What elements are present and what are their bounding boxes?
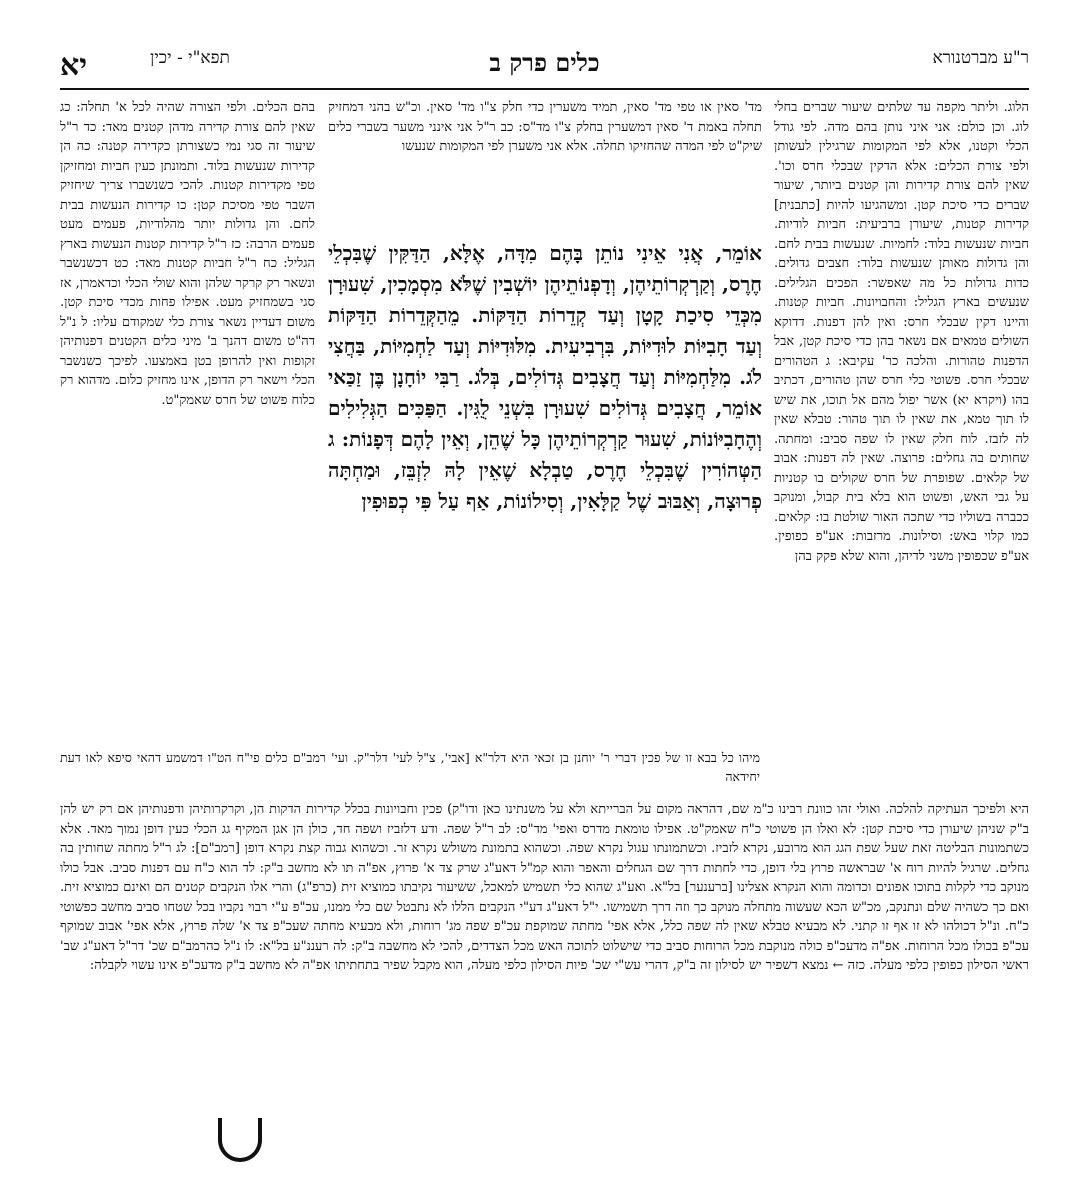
page-title: כלים פרק ב: [489, 48, 600, 77]
commentary-right-column: הלוג. וליתר מקפה עד שלתים שיעור שברים בחלי לוג. וכן כולם: אני איני נותן בהם מדה. לפי גודל הכלי וקטנו, אלא לפי המקומות שרגילין לעשותן ולפי צורת הכלים: אלא הדקין שבכלי חרס וכו'. שאין להם צורת קדירות והן קטנים ביותר, שיעור שברים כדי סיכת קטן. ומשהגיעו להיות [כתבנית] קדירות קטנות, שיעורן ברביעית: חביות לודיות. חביות שנעשות בלוד: לחמיות. שנעשות בבית לחם. והן גדולות מאותן שנעשות בלוד: חצבים גדולים. כדות גדולות כל מה שאפשר: הפכים הגלילים. שנעשים בארץ הגליל: והחבויונות. חביות קטנות. והיינו דקין שבכלי חרס: ואין להן דפנות. דדוקא השולים טמאים אם נשאר בהן כדי סיכת קטן, אבל הדפנות טהורות. והלכה כר' עקיבא: ג הטהורים שבכלי חרס. פשוטי כלי חרס שהן טהורים, דכתיב בהו (ויקרא יא) אשר יפול מהם אל תוכו, את שיש לו תוך טמא, את שאין לו תוך טהור: טבלא שאין לה לזבז. לוח חלק שאין לו שפה סביב: ומחתה. שחותים בה גחלים: פרוצה. שאין לה דפנות: אבוב של קלאים. שפופרת של חרס שקולים בו קטניות על גבי האש, ופשוט הוא בלא בית קבול, ומנוקב ככברה בשוליו כדי שתכה האור שולטת בו: קלאים. כמו קלוי באש: וסילונות. מרזבות: אע"פ כפופין. אע"פ שכפופין משני לדיהן, והוא שלא פקק בהן: [774, 100, 1029, 564]
bottom-note: מיהו כל בבא זו של פכין דברי ר' יוחנן בן זכאי היא דלר"א [אבי', צ"ל לעי' דלר"ק. ועי' רמב"ם כלים פי"ח הט"ו דמשמע דהאי סיפא לאו דעת יחידאה: [60, 750, 760, 784]
footnotes-block: היא ולפיכך העתיקה להלכה. ואולי זהו כוונת רבינו כ"מ שם, דהראה מקום על הברייתא ולא על משנתינו כאן ודו"ק) פכין וחבויונות בכלל קדירות הדקות הן, וקרקרותיהן ודפנותיהן אם רק יש להן ב"ק שניהן שיעורן כדי סיכת קטן: לא ואלו הן פשוטי כ"ח שאמק"ט. אפילו טומאת מדרס ואפי' מד"ס: לב ר"ל שפה. ודע דלזביז ושפה חד, כולן הן אגן המקיף גג הכלי כעין דופן נמוך מאד. אלא כשתמונות הבליטה זאת שעל שפת הגג הוא מרובע, נקרא לזביז. וכשתמונתו עגול נקרא שפה. וכשהוא בתמונת משולש נקרא זר. וכשהוא גבוה קצת נקרא דופן [רמב"ם]: לג ר"ל מחתה שחותין בה גחלים. שרגיל להיות רוח א' שבראשה פרוץ בלי דופן, כדי לחתות דרך שם הגחלים והאפר והוא קמ"ל דאע"ג שרק צד א' פרוץ, אפ"ה תו לא מחשב ב"ק: לד הוא כ"ח עם דפנות סביב. אבל כולו מנוקב כדי לקלות בתוכו אפונים וכדומה והוא הנקרא אצלינו [ברענער] בל"א. ואע"ג שהוא כלי תשמיש למאכל, ששיעור נקיבתו כמוציא זית (כרפ"ג) והרי אלו הנקבים קטנים הם ואינם כמוציא זית. ואם כך כשהיה שלם ונתנקב, מכ"ש הכא שעשוה מתחלה מנוקב כך וזה דרך תשמישו. י"ל דאע"ג דע"י הנקבים הללו לא נתבטל שם כלי ממנו, עכ"פ ע"י רבוי נקביו בכל שטחו סביב מחשב כפשוטי כ"ח. ונ"ל דכולהו לא זו אף זו קתני. לא מבעיא טבלא שאין לה שפה כלל, אלא אפי' מחתה שמוקפת עכ"פ שפה מג' רוחות, ולא מבעיא מחתה שעכ"פ צד א' שלה פרוץ, אלא אפי' אבוב שמוקף עכ"פ בכולו מכל הרוחות. אפ"ה מדעכ"פ כולה מנוקבת מכל הרוחות סביב כדי שישלוט לתוכה האש מכל הצדדים, להכי לא מחשבה ב"ק: לה רעננ"ע בל"א: לו נ"ל כהרמב"ם שכ' דר"ל דאע"ג שב' ראשי הסילון כפופין כלפי מעלה. כזה ← נמצא דשפיר יש לסילון זה ב"ק, דהרי עש"י שכ' פיות הסילון כלפי מעלה, הוא מקבל שפיר בתחתיתו אפ"ה לא מחשב ב"ק מדעכ"פ אינו עשוי לקבלה:: [60, 802, 1029, 973]
commentator-name: ר"ע מברטנורא: [932, 48, 1029, 68]
commentary-top-center: מד' סאין או טפי מד' סאין, תמיד משערין כדי חלק צ"ו מד' סאין. וכ"ש בהני דמחזיק תחלה באמת ד' סאין דמשערין בחלק צ"ו מד"ס: כב ר"ל אני אינני משער בשברי כלים שיק"ט לפי המדה שהחזיקו תחלה. אלא אני משערן לפי המקומות שנעשו: [328, 100, 762, 154]
mishnah-main-text: אוֹמֵר, אֲנִי אֵינִי נוֹתֵן בָּהֶם מִדָּה, אֶלָּא, הַדַּקִּין שֶׁבִּכְלֵי חֶרֶס, וְקַרְקְרוֹתֵיהֶן, וְדָפְנוֹתֵיהֶן יוֹשְׁבִין שֶׁלֹּא מִסְמָכִין, שִׁעוּרָן מִכְּדֵי סִיכַת קָטָן וְעַד קְדֵרוֹת הַדַּקּוֹת. מֵהַקְּדֵרוֹת הַדַּקּוֹת וְעַד חָבִיּוֹת לוּדִיּוֹת, בִּרְבִיעִית. מִלּוּדִיּוֹת וְעַד לַחְמִיּוֹת, בַּחֲצִי לֹג. מִלַּחְמִיּוֹת וְעַד חֲצָבִים גְּדוֹלִים, בְּלֹג. רַבִּי יוֹחָנָן בֶּן זַכַּאי אוֹמֵר, חֲצָבִים גְּדוֹלִים שִׁעוּרָן בִּשְׁנֵי לֻגִּין. הַפַּכִּים הַגְּלִילִים וְהֶחָבִיּוֹנוֹת, שִׁעוּר קַרְקְרוֹתֵיהֶן כָּל שֶׁהֵן, וְאֵין לָהֶם דְּפָנוֹת: ג הַטְּהוֹרִין שֶׁבִּכְלֵי חֶרֶס, טַבְלָא שֶׁאֵין לָהּ לִזְבֵּז, וּמַחְתָּה פְרוּצָה, וְאַבּוּב שֶׁל קַלָּאִין, וְסִילוֹנוֹת, אַף עַל פִּי כְפוּפִין: [328, 241, 762, 513]
vav-glyph-icon: [218, 1110, 270, 1162]
page-header: [60, 48, 1029, 84]
header-rule: [60, 88, 1029, 90]
commentary-left-column: בהם הכלים. ולפי הצורה שהיה לכל א' תחלה: כג שאין להם צורת קדירה מדהן קטנים מאד: כד ר"ל שיעור זה סגי נמי כשצורתן כקדירה קטנה: כה הן קדירות שנעשות בלוד. ותמונתן כעין חביות ומחזיקן טפי מקדירות קטנות. להכי כשנשברו צריך שיחזיק השבר טפי מסיכת קטן: כו קדירות הנעשות בבית לחם. והן גדולות יותר מהלודיות, פעמים מעט פעמים הרבה: כז ר"ל קדירות קטנות הנעשות בארץ הגליל: כח ר"ל חביות קטנות מאד: כט דכשנשבר ונשאר רק קרקר שלהן והוא שולי הכלי וכדאמרן, אז סגי בשמחזיק מעט. אפילו פחות מכדי סיכת קטן. משום דעדיין נשאר צורת כלי שמקודם עליו: ל נ"ל דה"ט משום דהנך ב' מיני כלים הקטנים דפנותיהן זקופות ואין להרופן בטן באמצעו. לפיכך כשנשבר הכלי וישאר רק הדופן, אינו מחזיק כלום. מדהוא רק כלוח פשוט של חרס שאמק"ט.: [60, 100, 315, 408]
page-number: יא: [60, 48, 88, 83]
chapter-range: תפא"י - יכין: [150, 48, 230, 68]
